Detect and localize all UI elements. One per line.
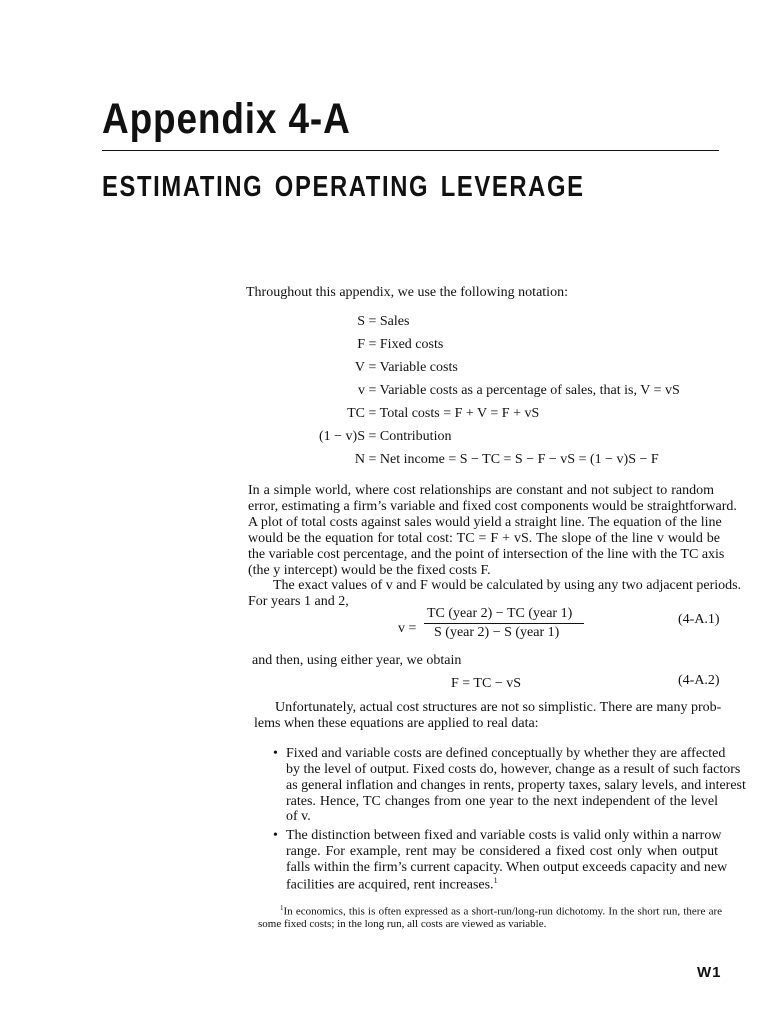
- paragraph-line: the variable cost percentage, and the point of intersection of the line with the TC axis: [248, 547, 725, 562]
- notation-lhs: (1 − v)S: [318, 429, 365, 444]
- notation-lhs: V: [354, 360, 365, 375]
- notation-item: [305, 315, 714, 329]
- notation-item: [305, 453, 714, 467]
- bullet-line: Fixed and variable costs are defined conceptually by whether they are affected: [286, 746, 726, 761]
- paragraph-line: lems when these equations are applied to real data:: [254, 716, 539, 731]
- notation-rhs: = Net income = S − TC = S − F − vS = (1 − v)S − F: [368, 452, 659, 467]
- paragraph-line: The exact values of v and F would be calculated by using any two adjacent periods.: [273, 578, 742, 593]
- notation-rhs: = Variable costs: [368, 360, 458, 375]
- paragraph-line: (the y intercept) would be the fixed costs F.: [248, 563, 491, 578]
- title-rule: [102, 150, 719, 151]
- bullet-line: [286, 877, 718, 893]
- section-title: ESTIMATING OPERATING LEVERAGE: [102, 171, 585, 203]
- equation-expression: F = TC − vS: [451, 676, 521, 691]
- notation-item: [305, 407, 714, 421]
- bullet-marker: •: [273, 828, 278, 843]
- equation-numerator: TC (year 2) − TC (year 1): [427, 606, 573, 621]
- bullet-line: The distinction between fixed and variable costs is valid only within a narrow: [286, 828, 722, 843]
- bullet-line: of v.: [286, 809, 311, 824]
- notation-item: [305, 361, 714, 375]
- appendix-title: Appendix 4-A: [102, 95, 351, 143]
- paragraph-line: would be the equation for total cost: TC = F + vS. The slope of the line v would be: [248, 531, 720, 546]
- intro-text: Throughout this appendix, we use the following notation:: [246, 285, 568, 300]
- bullet-line: rates. Hence, TC changes from one year to the next independent of the level: [286, 794, 718, 809]
- notation-item: [305, 430, 714, 444]
- notation-rhs: = Variable costs as a percentage of sales, that is, V = vS: [368, 383, 680, 398]
- bullet-line: as general inflation and changes in rents, property taxes, salary levels, and interest: [286, 778, 746, 793]
- fraction-bar: [424, 623, 584, 624]
- notation-rhs: = Fixed costs: [368, 337, 444, 352]
- bullet-line: falls within the firm’s current capacity. When output exceeds capacity and new: [286, 860, 728, 875]
- page-number: W1: [697, 964, 722, 981]
- bullet-line-text: facilities are acquired, rent increases.: [286, 877, 494, 893]
- footnote-marker: 1: [280, 904, 284, 912]
- notation-lhs: TC: [347, 406, 365, 421]
- equation-lhs: v =: [398, 621, 417, 636]
- notation-rhs: = Sales: [368, 314, 410, 329]
- between-text: and then, using either year, we obtain: [252, 653, 462, 668]
- paragraph-line: error, estimating a firm’s variable and fixed cost components would be straightforward.: [248, 499, 737, 514]
- notation-lhs: F: [357, 337, 365, 352]
- bullet-line: range. For example, rent may be considered a fixed cost only when output: [286, 844, 718, 859]
- notation-rhs: = Total costs = F + V = F + vS: [368, 406, 540, 421]
- footnote-line: some fixed costs; in the long run, all costs are viewed as variable.: [258, 918, 547, 930]
- bullet-marker: •: [273, 746, 278, 761]
- equation-number: (4-A.1): [678, 612, 720, 627]
- notation-lhs: v: [358, 383, 365, 398]
- notation-lhs: N: [354, 452, 365, 467]
- notation-rhs: = Contribution: [368, 429, 452, 444]
- paragraph-line: For years 1 and 2,: [248, 594, 349, 609]
- paragraph-line: A plot of total costs against sales would yield a straight line. The equation of the line: [248, 515, 722, 530]
- notation-item: [305, 338, 714, 352]
- notation-item: [305, 384, 714, 398]
- equation-number: (4-A.2): [678, 673, 720, 688]
- equation-denominator: S (year 2) − S (year 1): [434, 625, 560, 640]
- bullet-line: by the level of output. Fixed costs do, however, change as a result of such factors: [286, 762, 741, 777]
- footnote-line: [280, 905, 722, 918]
- paragraph-line: In a simple world, where cost relationships are constant and not subject to random: [248, 483, 714, 498]
- footnote-text: In economics, this is often expressed as a short-run/long-run dichotomy. In the short run, there are: [283, 905, 722, 918]
- paragraph-line: Unfortunately, actual cost structures are not so simplistic. There are many prob-: [275, 700, 722, 715]
- footnote-ref: 1: [493, 876, 498, 885]
- notation-lhs: S: [357, 314, 365, 329]
